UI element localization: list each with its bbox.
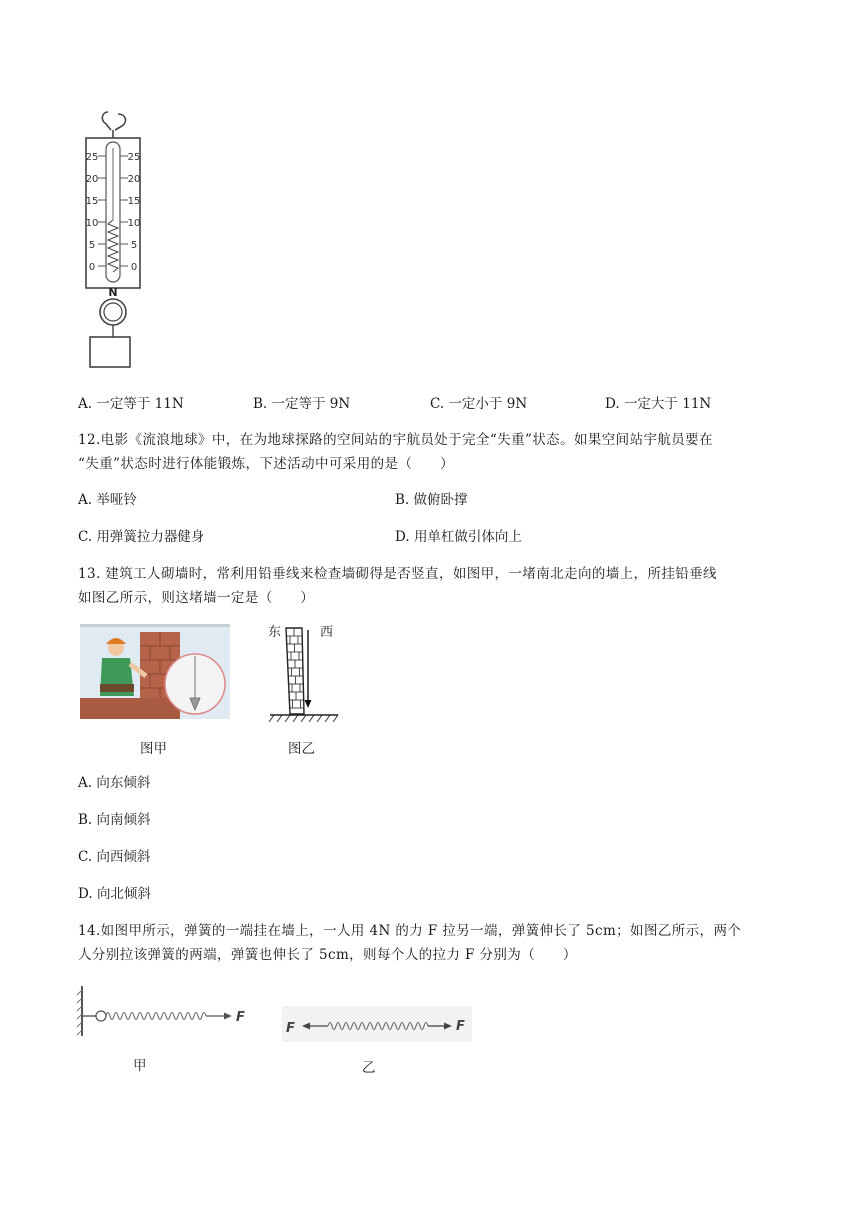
option-letter: B. — [395, 492, 410, 508]
figure-caption-jia: 甲 — [133, 1058, 147, 1074]
question-13-stem-line1: 13. 建筑工人砌墙时，常利用铅垂线来检查墙砌得是否竖直，如图甲，一堵南北走向的墙上，所挂铅垂线 — [78, 566, 717, 582]
scale-label-left: 15 — [85, 196, 99, 207]
figure-caption-yi: 图乙 — [288, 741, 315, 757]
scale-label-left: 10 — [85, 218, 99, 229]
option-c[interactable] — [430, 392, 527, 412]
option-letter: C. — [78, 849, 93, 865]
spring-scale-figure — [78, 108, 148, 370]
question-12-stem-line2: “失重”状态时进行体能锻炼，下述活动中可采用的是（ ） — [78, 456, 455, 472]
force-label-left: F — [286, 1021, 295, 1036]
scale-label-left: 0 — [88, 262, 96, 273]
scale-label-left: 25 — [85, 152, 99, 163]
option-text: 用单杠做引体向上 — [413, 529, 522, 545]
option-letter: D. — [395, 529, 410, 545]
option-letter: A. — [78, 492, 93, 508]
option-text: 向西倾斜 — [96, 849, 151, 865]
question-14-stem-line2: 人分别拉该弹簧的两端，弹簧也伸长了 5cm，则每个人的拉力 F 分别为（ ） — [78, 947, 577, 963]
option-letter: D. — [605, 396, 620, 412]
option-text: 向东倾斜 — [96, 775, 151, 791]
option-a[interactable] — [78, 392, 184, 412]
question-14-stem-line1: 14.如图甲所示，弹簧的一端挂在墙上，一人用 4N 的力 F 拉另一端，弹簧伸长了 5cm；如图乙所示，两个 — [78, 923, 742, 939]
figure-caption-jia: 图甲 — [140, 741, 167, 757]
scale-unit-label: N — [108, 286, 118, 299]
spring-wall-figure — [76, 984, 256, 1040]
force-label-right: F — [456, 1019, 465, 1034]
scale-label-left: 5 — [88, 240, 96, 251]
force-label: F — [236, 1010, 245, 1025]
option-b[interactable] — [78, 808, 151, 828]
option-b[interactable] — [253, 392, 350, 412]
scale-label-right: 20 — [127, 174, 141, 185]
question-12-stem-line1: 12.电影《流浪地球》中，在为地球探路的空间站的宇航员处于完全“失重”状态。如果空间站宇航员要在 — [78, 432, 713, 448]
worker-wall-figure — [80, 624, 230, 719]
option-letter: D. — [78, 886, 93, 902]
question-13-stem-line2: 如图乙所示，则这堵墙一定是（ ） — [78, 590, 315, 606]
option-text: 举哑铃 — [96, 492, 137, 508]
scale-label-right: 10 — [127, 218, 141, 229]
option-text: 向北倾斜 — [96, 886, 151, 902]
option-letter: C. — [78, 529, 93, 545]
option-text: 用弹簧拉力器健身 — [96, 529, 205, 545]
option-text: 一定小于 9N — [448, 396, 528, 412]
option-letter: C. — [430, 396, 445, 412]
scale-label-right: 15 — [127, 196, 141, 207]
option-letter: B. — [253, 396, 268, 412]
label-east: 东 — [268, 625, 282, 640]
scale-label-right: 5 — [130, 240, 138, 251]
option-c[interactable] — [78, 845, 150, 865]
option-d[interactable] — [605, 392, 711, 412]
tilted-wall-figure — [262, 622, 342, 724]
option-text: 一定等于 11N — [96, 396, 184, 412]
figure-caption-yi: 乙 — [362, 1060, 376, 1076]
option-a[interactable] — [78, 488, 137, 508]
option-d[interactable] — [395, 525, 522, 545]
option-text: 做俯卧撑 — [413, 492, 468, 508]
option-c[interactable] — [78, 525, 204, 545]
option-a[interactable] — [78, 771, 150, 791]
option-text: 一定等于 9N — [271, 396, 351, 412]
option-text: 一定大于 11N — [623, 396, 712, 412]
scale-label-right: 0 — [130, 262, 138, 273]
label-west: 西 — [320, 625, 334, 640]
spring-two-people-figure — [282, 1006, 472, 1042]
option-letter: A. — [78, 396, 93, 412]
option-d[interactable] — [78, 882, 151, 902]
option-b[interactable] — [395, 488, 468, 508]
scale-label-left: 20 — [85, 174, 99, 185]
scale-label-right: 25 — [127, 152, 141, 163]
option-text: 向南倾斜 — [96, 812, 151, 828]
option-letter: A. — [78, 775, 93, 791]
option-letter: B. — [78, 812, 93, 828]
